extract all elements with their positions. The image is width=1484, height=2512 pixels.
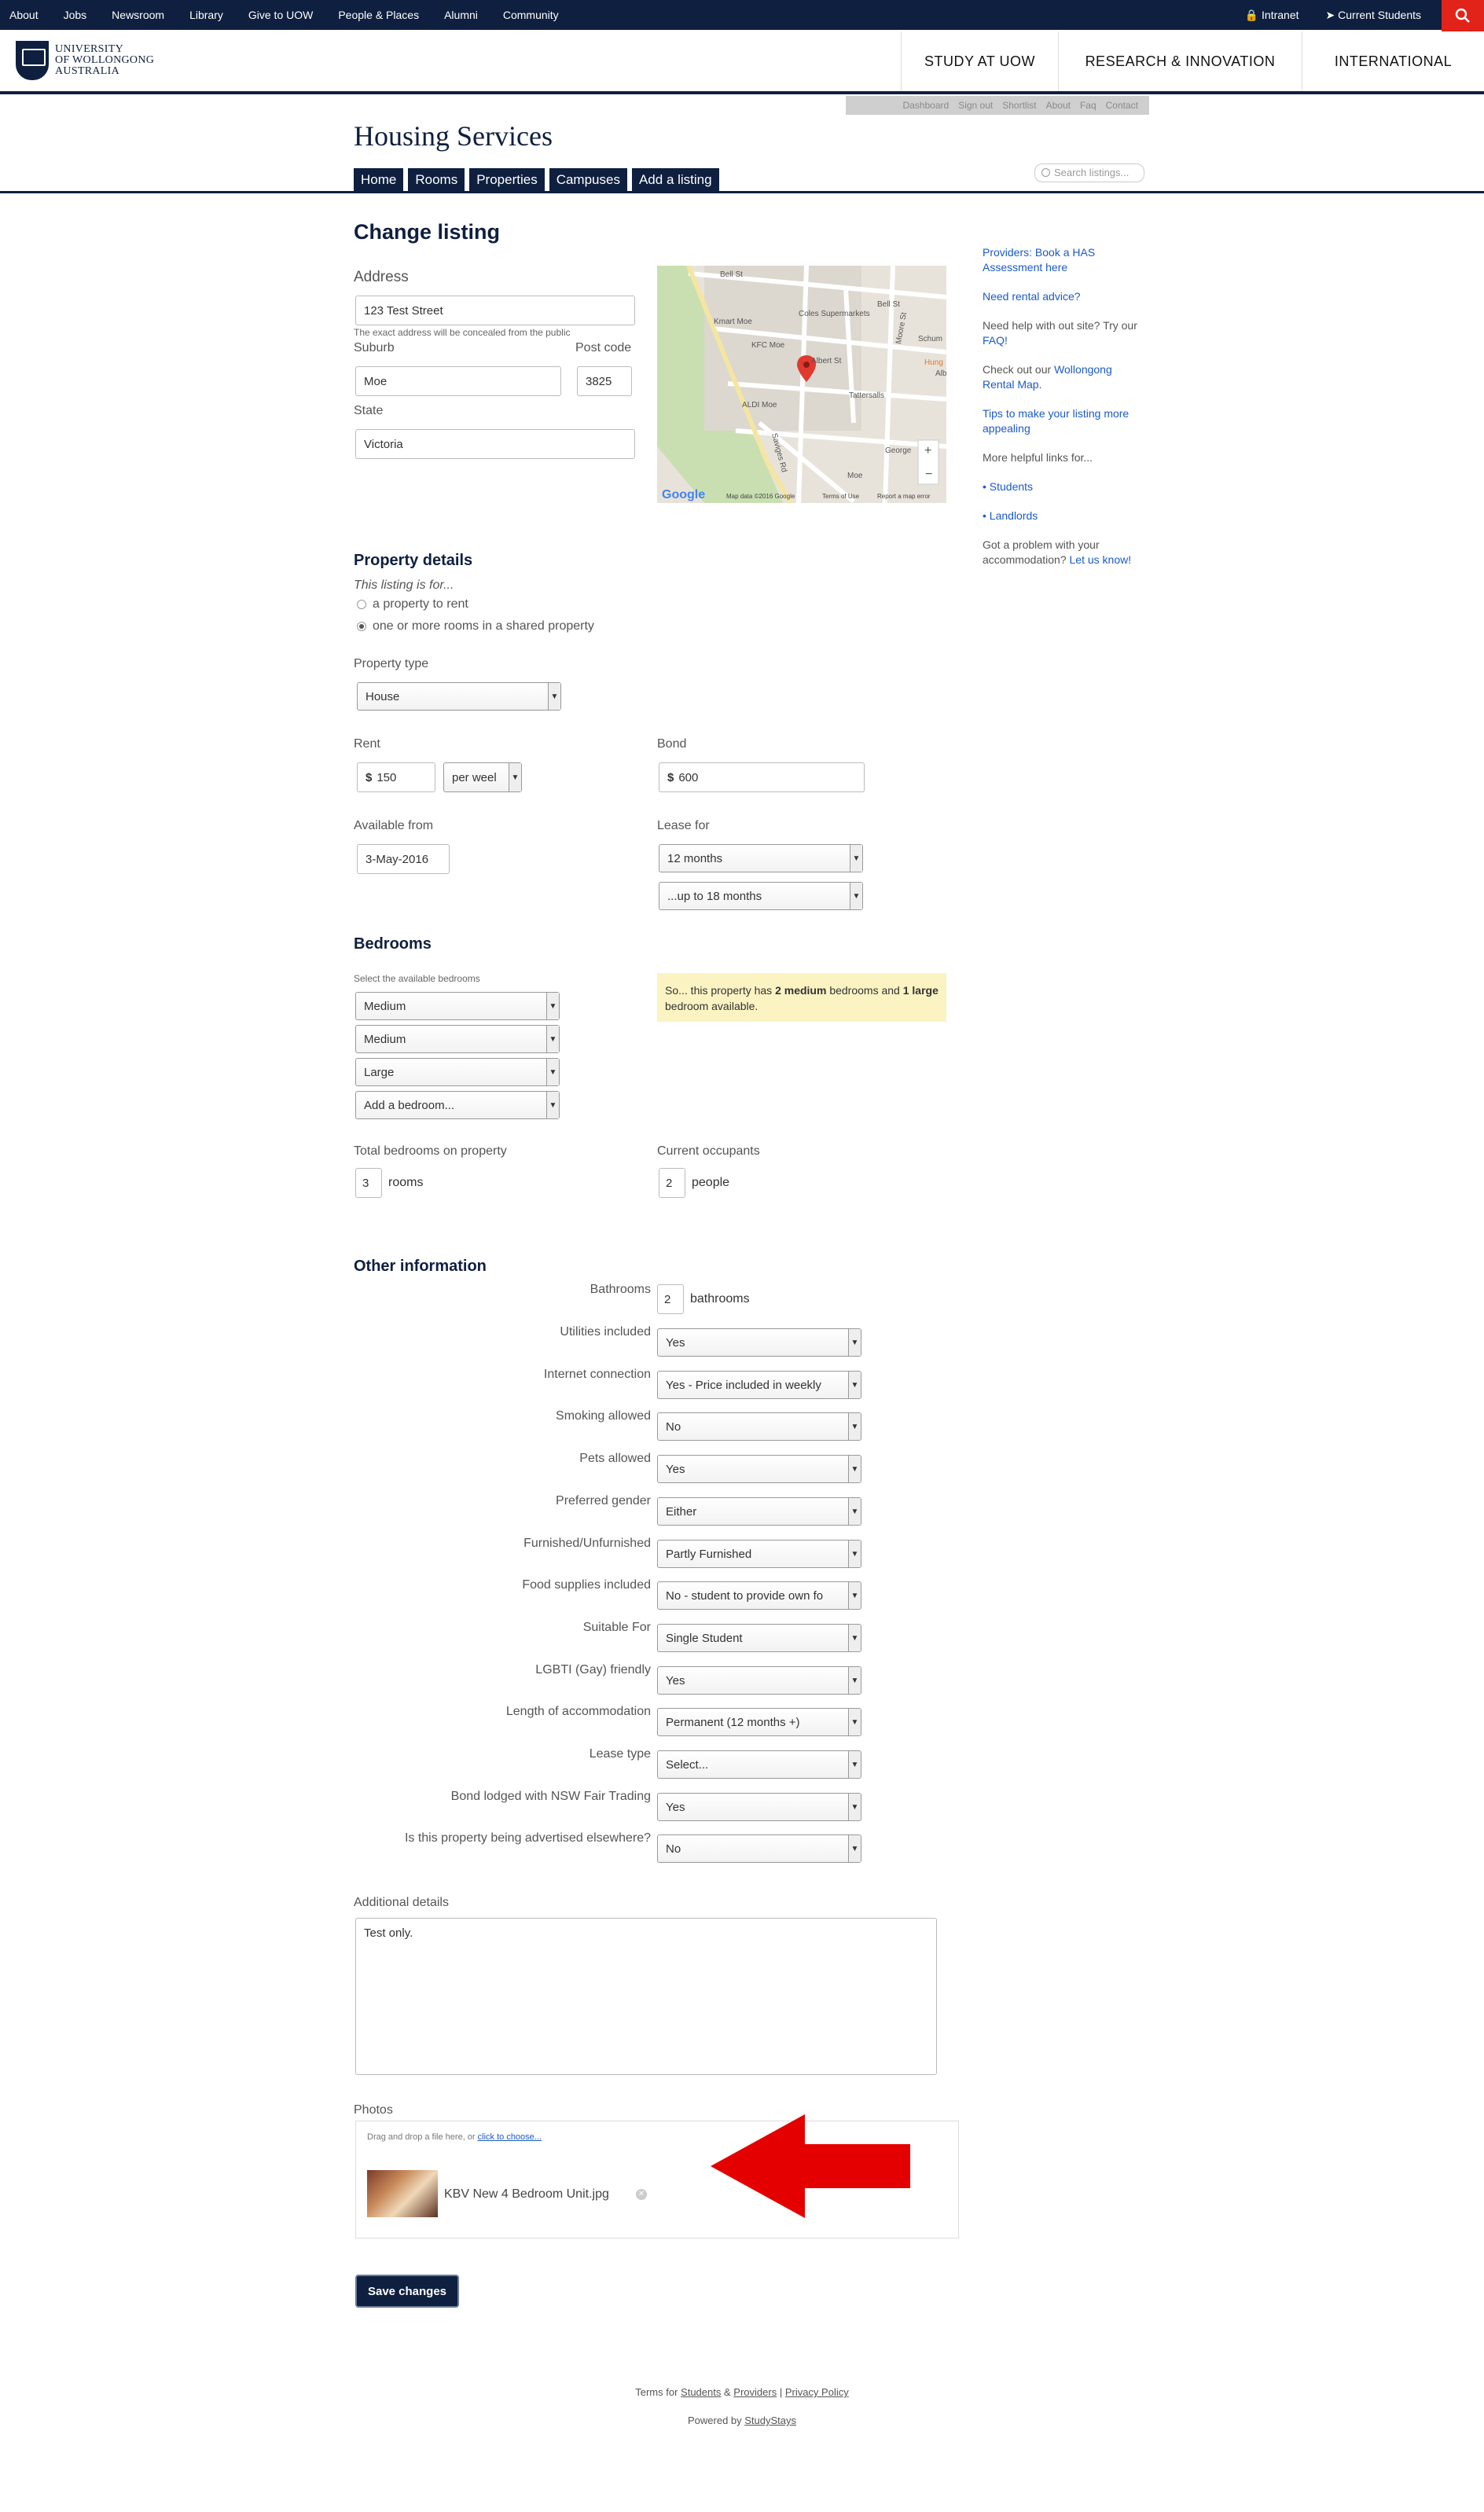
intranet-link[interactable] [1245,9,1299,22]
select-value: Add a bedroom... [364,1098,455,1112]
rental-map-link[interactable]: Wollongong Rental Map. [983,363,1112,391]
top-link-library[interactable]: Library [189,9,223,21]
other-row-label: Lease type [589,1747,651,1761]
footer-powered [0,2415,1484,2426]
other-row-select[interactable] [657,1455,861,1483]
logo-line-2: OF WOLLONGONG [55,54,155,66]
map-report-link[interactable]: Report a map error [877,493,931,500]
current-occupants-input[interactable]: 2 [659,1168,685,1198]
select-value: Partly Furnished [666,1547,752,1561]
top-right-links [1245,0,1421,30]
bedrooms-heading: Bedrooms [354,935,432,953]
nav-properties[interactable]: Properties [469,168,544,192]
housing-nav [354,168,719,192]
total-bedrooms-label: Total bedrooms on property [354,1144,507,1158]
suburb-input[interactable]: Moe [355,366,561,396]
chevron-down-icon: ▼ [848,1667,861,1694]
map-street-moore: Moore St [894,311,909,345]
additional-details-textarea[interactable]: Test only. [355,1918,937,2075]
bedroom-summary-notice [657,973,946,1022]
logo-text [55,44,154,77]
chevron-down-icon: ▼ [848,1372,861,1398]
help-text: Need help with out site? Try our [983,319,1137,332]
chevron-down-icon: ▼ [850,845,862,872]
privacy-policy-link[interactable]: Privacy Policy [784,2386,849,2398]
map-place-kmart: Kmart Moe [714,318,752,326]
map-street-alb: Alb [935,369,946,378]
map-street-george: George [885,446,912,455]
top-link-about[interactable]: About [9,9,39,21]
radio-label: one or more rooms in a shared property [373,619,594,633]
nav-campuses[interactable]: Campuses [549,168,627,192]
lease-for-select[interactable] [659,844,863,872]
other-row-label: Furnished/Unfurnished [523,1537,651,1550]
other-row-select[interactable] [657,1834,861,1863]
current-occupants-label: Current occupants [657,1144,760,1158]
nav-home[interactable]: Home [354,168,403,192]
drop-hint: Drag and drop a file here, or [367,2132,478,2142]
other-row-select[interactable] [657,1750,861,1779]
google-logo: Google [662,488,706,501]
bedroom-select-1[interactable] [355,992,560,1020]
other-row-label: Suitable For [582,1621,651,1634]
util-contact[interactable]: Contact [1105,100,1138,111]
additional-details-label: Additional details [354,1896,449,1909]
chevron-down-icon: ▼ [546,1026,559,1052]
map-place-kfc: KFC Moe [751,341,785,350]
crest-icon [16,41,49,80]
red-arrow-annotation [707,2111,912,2221]
other-row-select[interactable] [657,1540,861,1568]
select-value: 12 months [667,851,723,865]
other-row-select[interactable] [657,1624,861,1652]
currency-symbol: $ [667,770,674,784]
chevron-down-icon: ▼ [848,1625,861,1651]
photo-thumbnail[interactable] [367,2170,438,2217]
footer-terms [0,2386,1484,2398]
header-divider [0,191,1484,193]
top-link-newsroom[interactable]: Newsroom [112,9,165,21]
current-students-link[interactable] [1326,9,1421,22]
property-details-heading: Property details [354,552,473,569]
radio-shared-rooms[interactable] [357,619,594,634]
chevron-down-icon: ▼ [848,1456,861,1482]
logo-line-3: AUSTRALIA [55,65,120,77]
select-value: No [666,1842,681,1856]
map-place-aldi: ALDI Moe [742,401,777,409]
chevron-down-icon: ▼ [848,1751,861,1778]
other-row-select[interactable] [657,1497,861,1526]
chevron-down-icon: ▼ [848,1582,861,1609]
students-link[interactable]: Students [989,480,1034,493]
sidebar: Providers: Book a HAS Assessment here Need rental advice? Need help with out site? Try our FAQ! Check out our Wollongong Rental Map. Tips to make your listing more appealing More helpful links for... • Students • Landlords Got a problem with your accommodation? Let us know! [983,245,1140,582]
top-link-jobs[interactable]: Jobs [63,9,87,21]
powered-text: Powered by [687,2415,745,2426]
other-row-label: Food supplies included [522,1578,651,1592]
property-type-select[interactable] [357,682,561,711]
photo-filename: KBV New 4 Bedroom Unit.jpg [444,2187,609,2201]
other-row-select[interactable] [657,1666,861,1695]
lease-max-select[interactable] [659,882,863,910]
let-us-know-link[interactable]: Let us know! [1069,553,1132,566]
state-label: State [354,404,384,417]
location-map[interactable] [657,266,946,503]
map-terms-link[interactable]: Terms of Use [822,493,860,500]
other-row-select[interactable] [657,1708,861,1736]
dropzone-text [367,2132,542,2142]
other-row-label: Pets allowed [579,1452,651,1465]
other-row-select[interactable] [657,1581,861,1610]
bathrooms-unit: bathrooms [690,1292,750,1306]
chevron-down-icon: ▼ [548,683,560,710]
remove-photo-icon[interactable]: ✕ [636,2189,647,2200]
chevron-down-icon: ▼ [546,1092,559,1118]
section-research[interactable]: RESEARCH & INNOVATION [1058,31,1302,91]
chevron-down-icon: ▼ [546,993,559,1019]
util-shortlist[interactable]: Shortlist [1002,100,1037,111]
logo-line-1: UNIVERSITY [55,43,123,55]
available-from-input[interactable]: 3-May-2016 [357,844,450,874]
select-value: House [365,689,400,703]
other-row-label: Utilities included [560,1325,651,1339]
util-sign-out[interactable]: Sign out [958,100,994,111]
section-study[interactable]: STUDY AT UOW [901,31,1058,91]
amp-text: & [721,2386,734,2398]
rent-value: 150 [377,770,397,784]
lease-for-label: Lease for [657,819,710,832]
street-input[interactable]: 123 Test Street [355,296,635,325]
other-row-label: Internet connection [543,1368,651,1381]
click-to-choose-link[interactable]: click to choose... [477,2132,542,2142]
site-search-button[interactable] [1442,0,1484,31]
people-unit: people [692,1176,730,1189]
main-header [0,31,1484,94]
select-value: Yes [666,1462,685,1476]
other-row-label: LGBTI (Gay) friendly [535,1663,651,1677]
bathrooms-input[interactable]: 2 [657,1284,684,1314]
notice-large: 1 large [902,984,939,997]
add-bedroom-select[interactable] [355,1091,560,1119]
bedroom-select-2[interactable] [355,1025,560,1053]
map-place-tattersalls: Tattersalls [849,391,885,400]
more-links-text: More helpful links for... [983,451,1093,464]
postcode-label: Post code [575,341,632,354]
address-label: Address [354,269,409,285]
other-row-label: Is this property being advertised elsewhere? [404,1831,651,1845]
save-changes-button[interactable]: Save changes [355,2275,459,2308]
select-value: Permanent (12 months +) [666,1715,800,1729]
chevron-down-icon: ▼ [848,1413,861,1440]
top-links [9,0,559,30]
other-row-label: Smoking allowed [556,1409,651,1423]
select-value: Either [666,1504,697,1519]
state-input[interactable]: Victoria [355,429,635,459]
select-value: No [666,1419,681,1434]
bond-value: 600 [678,770,699,784]
site-title: Housing Services [354,120,553,152]
chevron-down-icon: ▼ [848,1835,861,1862]
bedroom-select-3[interactable] [355,1058,560,1086]
address-hint: The exact address will be concealed from the public [354,327,571,338]
tips-link[interactable]: Tips to make your listing more appealing [983,407,1130,435]
other-row-label: Length of accommodation [505,1705,651,1718]
top-link-give[interactable]: Give to UOW [248,9,314,21]
select-value: Yes [666,1673,685,1688]
bedrooms-hint: Select the available bedrooms [354,973,480,984]
zoom-in-icon[interactable]: + [924,444,932,457]
select-value: No - student to provide own fo [666,1588,824,1603]
current-students-label: Current Students [1338,8,1421,21]
terms-providers-link[interactable]: Providers [733,2386,777,2398]
property-type-label: Property type [354,657,429,670]
other-row-select[interactable] [657,1412,861,1441]
postcode-input[interactable]: 3825 [577,366,632,396]
book-assessment-link[interactable]: Providers: Book a HAS Assessment here [983,246,1096,274]
top-link-alumni[interactable]: Alumni [444,9,478,21]
chevron-down-icon: ▼ [546,1059,559,1085]
zoom-out-icon[interactable]: − [925,468,933,481]
chevron-down-icon: ▼ [848,1329,861,1356]
intranet-label: Intranet [1262,8,1299,21]
map-street-2: Bell St [877,300,900,309]
select-value: per weel [452,770,497,784]
rent-period-select[interactable] [443,762,522,792]
other-info-heading: Other information [354,1258,487,1275]
select-value: Large [364,1065,395,1079]
select-value: Single Student [666,1631,743,1645]
suburb-label: Suburb [354,341,395,354]
rental-advice-link[interactable]: Need rental advice? [983,290,1081,303]
check-text: Check out our [983,363,1052,376]
other-row-label: Preferred gender [556,1494,651,1508]
map-street-saviges: Saviges Rd [770,432,788,474]
select-value: Yes [666,1335,685,1350]
map-street-schum: Schum [918,335,943,343]
other-row-select[interactable] [657,1793,861,1821]
chevron-down-icon: ▼ [848,1498,861,1525]
rocket-icon: ➤ [1325,8,1335,21]
separator: | [777,2386,785,2398]
top-bar [0,0,1484,30]
terms-students-link[interactable]: Students [681,2386,722,2398]
map-place-coles: Coles Supermarkets [799,310,870,318]
select-value: Medium [364,999,406,1013]
chevron-down-icon: ▼ [848,1709,861,1735]
bond-label: Bond [657,737,687,751]
select-value: Yes [666,1800,685,1814]
other-row-select[interactable] [657,1328,861,1357]
section-international[interactable]: INTERNATIONAL [1302,31,1484,91]
chevron-down-icon: ▼ [509,763,521,791]
map-place-hung: Hung [924,358,943,367]
map-graphic [657,266,946,503]
radio-property-to-rent[interactable] [357,597,468,611]
notice-text: bedroom available. [665,1000,759,1012]
section-nav [901,31,1484,91]
select-value: Yes - Price included in weekly [666,1378,821,1392]
utility-bar [846,96,1149,115]
terms-text: Terms for [635,2386,681,2398]
map-place-moe: Moe [847,472,863,480]
nav-rooms[interactable]: Rooms [408,168,465,192]
landlords-link[interactable]: Landlords [989,509,1038,522]
page-title: Change listing [354,220,501,244]
radio-circle [357,600,366,609]
select-value: Select... [666,1757,709,1772]
rent-input[interactable] [357,762,435,792]
other-row-label: Bond lodged with NSW Fair Trading [450,1790,651,1803]
bathrooms-label: Bathrooms [590,1283,651,1296]
rooms-unit: rooms [388,1176,424,1189]
radio-circle-selected [357,622,366,631]
lock-icon: 🔒 [1244,8,1259,21]
util-faq[interactable]: Faq [1079,100,1096,111]
chevron-down-icon: ▼ [850,883,862,909]
available-from-label: Available from [354,819,434,832]
top-link-community[interactable]: Community [502,9,559,21]
map-street-1: Bell St [720,270,743,279]
radio-label: a property to rent [373,597,468,611]
currency-symbol: $ [365,770,373,784]
map-street-albert: Albert St [811,357,842,365]
studystays-link[interactable]: StudyStays [744,2415,797,2426]
search-icon [1455,8,1471,24]
listing-for-label: This listing is for... [354,578,454,592]
select-value: ...up to 18 months [667,889,762,903]
rent-label: Rent [354,737,380,751]
nav-add-listing[interactable]: Add a listing [632,168,719,192]
map-data-text: Map data ©2016 Google [726,493,795,500]
uow-logo[interactable] [16,41,154,80]
select-value: Medium [364,1032,406,1046]
notice-text: bedrooms and [826,984,903,997]
notice-medium: 2 medium [775,984,827,997]
top-link-people[interactable]: People & Places [338,9,420,21]
problem-text: Got a problem with your accommodation? [983,538,1100,566]
util-dashboard[interactable]: Dashboard [902,100,950,111]
notice-text: So... this property has [665,984,776,997]
chevron-down-icon: ▼ [848,1541,861,1567]
photos-label: Photos [354,2103,393,2117]
chevron-down-icon: ▼ [848,1794,861,1820]
bond-input[interactable] [659,762,865,792]
total-bedrooms-input[interactable]: 3 [355,1168,382,1198]
faq-link[interactable]: FAQ! [983,334,1008,347]
other-row-select[interactable] [657,1371,861,1399]
util-about[interactable]: About [1045,100,1071,111]
listing-search-input[interactable]: Search listings... [1034,163,1144,182]
